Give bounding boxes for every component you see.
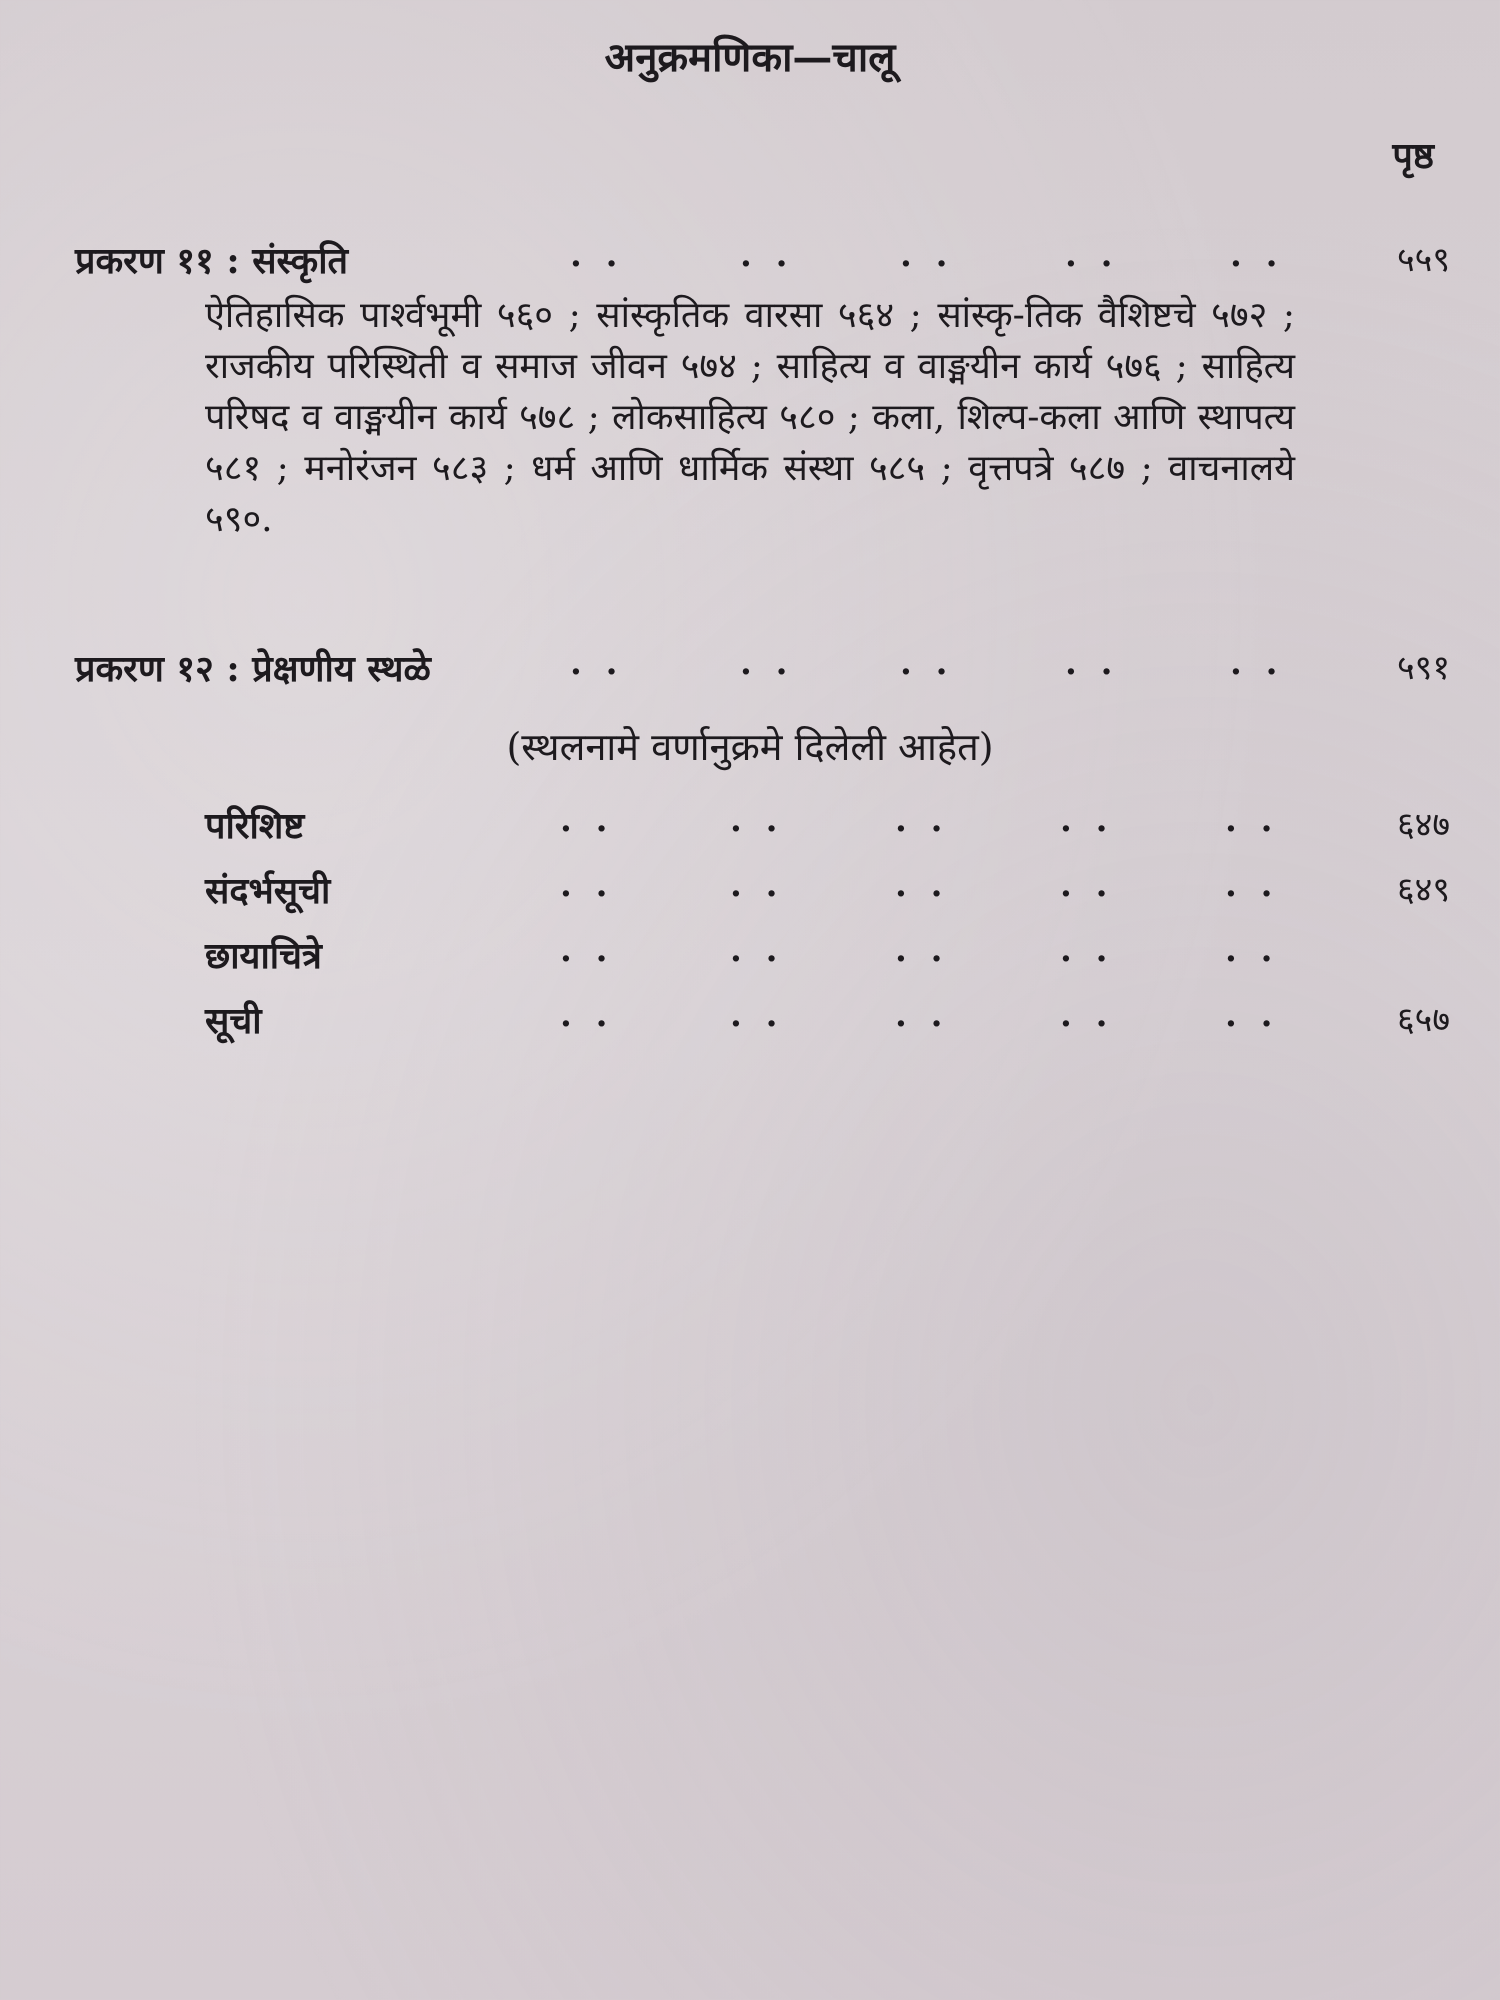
leader-dots: . .	[1060, 865, 1114, 905]
leader-dots: . .	[1065, 235, 1119, 275]
leader-dots: . .	[895, 995, 949, 1035]
toc-entry	[205, 865, 1450, 925]
leader-dots: . .	[560, 995, 614, 1035]
toc-entry	[205, 995, 1450, 1055]
leader-dots: . .	[730, 995, 784, 1035]
leader-dots: . .	[900, 235, 954, 275]
entry-page: ६४९	[1396, 870, 1450, 910]
leader-dots: . .	[1225, 930, 1279, 970]
leader-dots: . .	[730, 865, 784, 905]
entry-page: ६५७	[1396, 1000, 1450, 1040]
entry-title: संदर्भसूची	[205, 870, 331, 912]
entry-page: ६४७	[1396, 805, 1450, 845]
leader-dots: . .	[740, 235, 794, 275]
leader-dots: . .	[730, 930, 784, 970]
leader-dots: . .	[740, 643, 794, 683]
entry-title: सूची	[205, 1000, 262, 1042]
chapter-11-description: ऐतिहासिक पार्श्वभूमी ५६० ; सांस्कृतिक वारसा ५६४ ; सांस्कृ-तिक वैशिष्टचे ५७२ ; राजकीय परिस्थिती व समाज जीवन ५७४ ; साहित्य व वाङ्मयीन कार्य ५७६ ; साहित्य परिषद व वाङ्मयीन कार्य ५७८ ; लोकसाहित्य ५८० ; कला, शिल्प-कला आणि स्थापत्य ५८१ ; मनोरंजन ५८३ ; धर्म आणि धार्मिक संस्था ५८५ ; वृत्तपत्रे ५८७ ; वाचनालये ५९०.	[205, 295, 1295, 540]
entry-title: छायाचित्रे	[205, 935, 322, 977]
entry-title: परिशिष्ट	[205, 805, 305, 847]
leader-dots: . .	[560, 865, 614, 905]
leader-dots: . .	[1230, 235, 1284, 275]
chapter-12-title: प्रकरण १२ : प्रेक्षणीय स्थळे	[75, 648, 431, 690]
leader-dots: . .	[1060, 930, 1114, 970]
leader-dots: . .	[570, 643, 624, 683]
leader-dots: . .	[1060, 800, 1114, 840]
chapter-11-page: ५५९	[1396, 240, 1450, 280]
leader-dots: . .	[730, 800, 784, 840]
leader-dots: . .	[560, 800, 614, 840]
chapter-12-row	[75, 643, 1450, 703]
leader-dots: . .	[900, 643, 954, 683]
leader-dots: . .	[1225, 995, 1279, 1035]
chapter-11-title: प्रकरण ११ : संस्कृति	[75, 240, 349, 282]
leader-dots: . .	[895, 800, 949, 840]
chapter-12-note: (स्थलनामे वर्णानुक्रमे दिलेली आहेत)	[506, 725, 994, 769]
chapter-11-row	[75, 235, 1450, 295]
leader-dots: . .	[895, 930, 949, 970]
leader-dots: . .	[560, 930, 614, 970]
leader-dots: . .	[1230, 643, 1284, 683]
page-title: अनुक्रमणिका—चालू	[604, 34, 896, 81]
leader-dots: . .	[1060, 995, 1114, 1035]
leader-dots: . .	[570, 235, 624, 275]
toc-entry	[205, 800, 1450, 860]
page-column-label: पृष्ठ	[1392, 135, 1434, 177]
leader-dots: . .	[895, 865, 949, 905]
leader-dots: . .	[1065, 643, 1119, 683]
leader-dots: . .	[1225, 800, 1279, 840]
toc-entry	[205, 930, 1450, 990]
leader-dots: . .	[1225, 865, 1279, 905]
chapter-12-page: ५९१	[1396, 648, 1450, 688]
